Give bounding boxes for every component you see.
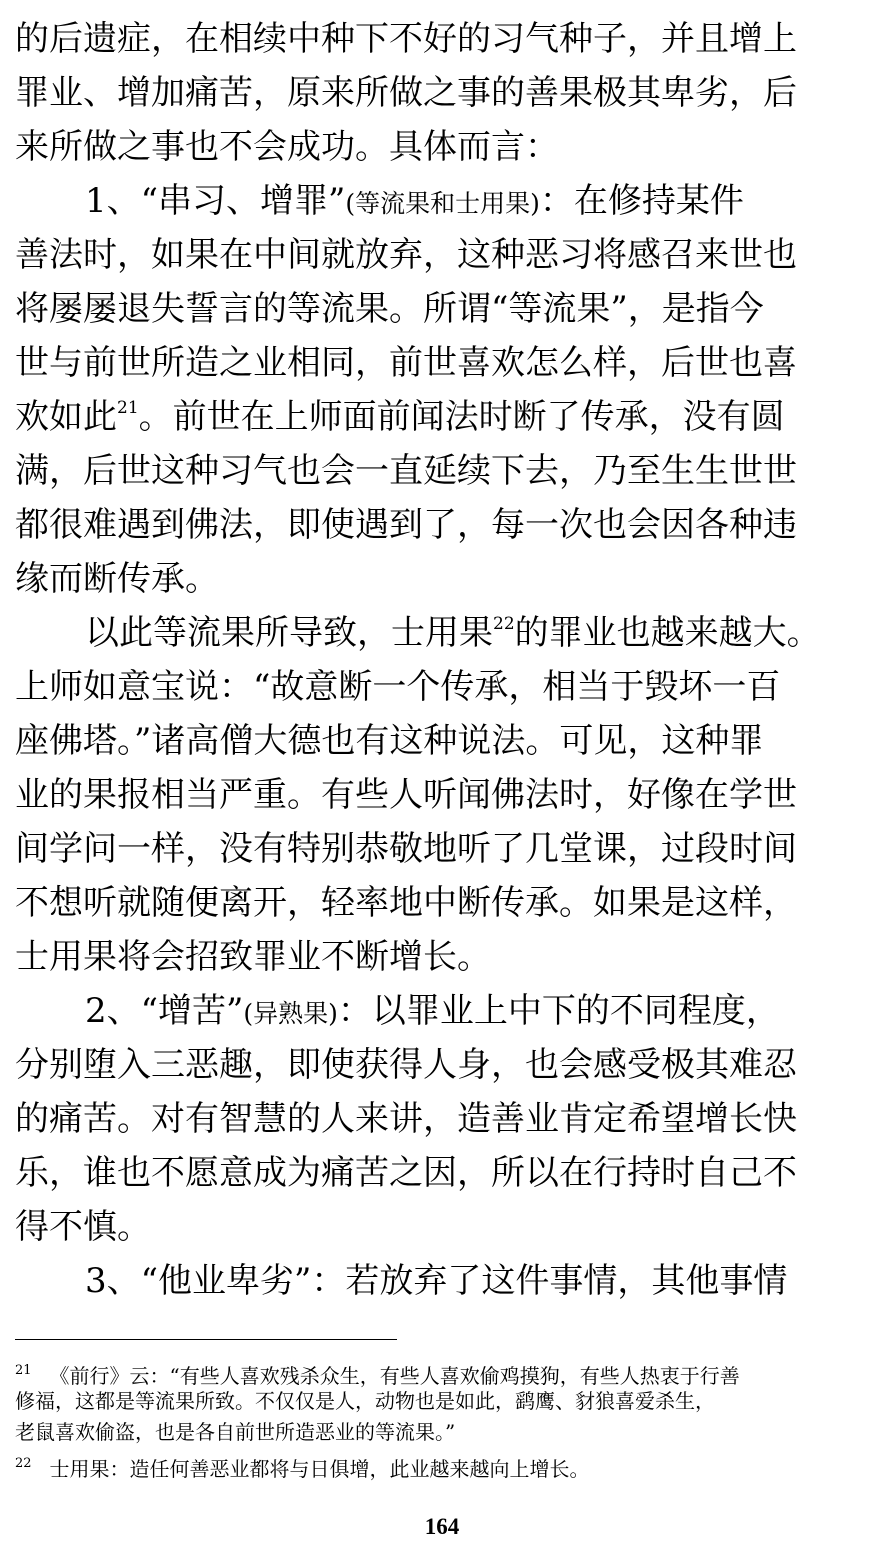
footnote-text: 老鼠喜欢偷盗，也是各自前世所造恶业的等流果。”	[15, 1420, 456, 1444]
text-line-content: 士用果将会招致罪业不断增长。	[15, 937, 491, 977]
text-line	[15, 498, 861, 552]
footnote-text: 《前行》云：“有些人喜欢残杀众生，有些人喜欢偷鸡摸狗，有些人热衷于行善	[49, 1364, 740, 1388]
text-line-content: 。前世在上师面前闻法时断了传承，没有圆	[138, 397, 785, 437]
text-line	[15, 1038, 861, 1092]
footnotes	[15, 1355, 861, 1479]
footnote-ref-22[interactable]: 22	[493, 614, 515, 634]
text-line	[15, 1092, 861, 1146]
text-line-content: 的后遗症，在相续中种下不好的习气种子，并且增上	[15, 19, 797, 59]
text-line-content: 将屡屡退失誓言的等流果。所谓“等流果”，是指今	[15, 289, 764, 329]
heading-text: 2、“增苦”	[85, 991, 244, 1031]
text-line	[15, 120, 861, 174]
text-line	[15, 282, 861, 336]
text-line-content: 缘而断传承。	[15, 559, 219, 599]
text-line-content: 乐，谁也不愿意成为痛苦之因，所以在行持时自己不	[15, 1153, 797, 1193]
text-line-content: 的痛苦。对有智慧的人来讲，造善业肯定希望增长快	[15, 1099, 797, 1139]
text-line	[15, 12, 861, 66]
heading-note: (异熟果)	[243, 999, 338, 1028]
text-line-content: 上师如意宝说：“故意断一个传承，相当于毁坏一百	[15, 667, 781, 707]
text-line-content: 世与前世所造之业相同，前世喜欢怎么样，后世也喜	[15, 343, 797, 383]
heading-rest: ：以罪业上中下的不同程度，	[337, 991, 780, 1031]
text-line	[15, 1146, 861, 1200]
footnote-22	[15, 1448, 861, 1479]
text-line-content: 以此等流果所导致，士用果	[85, 613, 493, 653]
footnote-ref-21[interactable]: 21	[117, 398, 139, 418]
heading-rest: ：在修持某件	[539, 181, 744, 221]
heading-note: (等流果和士用果)	[345, 189, 540, 218]
text-line	[15, 1200, 861, 1254]
heading-text: 1、“串习、增罪”	[85, 181, 346, 221]
footnote-number: 22	[15, 1456, 32, 1471]
footnote-text: 修福，这都是等流果所致。不仅仅是人，动物也是如此，鹞鹰、豺狼喜爱杀生，	[15, 1389, 715, 1413]
text-line-content: 罪业、增加痛苦，原来所做之事的善果极其卑劣，后	[15, 73, 797, 113]
text-line	[15, 336, 861, 390]
text-line	[15, 822, 861, 876]
text-line-content: 的罪业也越来越大。	[514, 613, 821, 653]
text-line	[15, 714, 861, 768]
text-line	[15, 390, 861, 444]
footnote-21-line	[15, 1417, 861, 1448]
text-line	[15, 876, 861, 930]
footnote-number: 21	[15, 1363, 32, 1378]
text-line-content: 座佛塔。”诸高僧大德也有这种说法。可见，这种罪	[15, 721, 764, 761]
text-line	[15, 660, 861, 714]
text-line-content: 满，后世这种习气也会一直延续下去，乃至生生世世	[15, 451, 797, 491]
text-line	[15, 552, 861, 606]
text-line-content: 欢如此	[15, 397, 117, 437]
text-line-content: 都很难遇到佛法，即使遇到了，每一次也会因各种违	[15, 505, 797, 545]
item-heading-1	[15, 174, 861, 228]
text-line	[15, 66, 861, 120]
footnote-21-line	[15, 1386, 861, 1417]
text-line	[15, 606, 861, 660]
text-line-content: 间学问一样，没有特别恭敬地听了几堂课，过段时间	[15, 829, 797, 869]
item-heading-2	[15, 984, 861, 1038]
text-line-content: 不想听就随便离开，轻率地中断传承。如果是这样，	[15, 883, 797, 923]
text-line	[15, 444, 861, 498]
item-heading-3	[15, 1254, 861, 1308]
text-line-content: 分别堕入三恶趣，即使获得人身，也会感受极其难忍	[15, 1045, 797, 1085]
body-text	[15, 12, 861, 1308]
text-line-content: 得不慎。	[15, 1207, 151, 1247]
heading-text: 3、“他业卑劣”：若放弃了这件事情，其他事情	[85, 1261, 788, 1301]
text-line-content: 善法时，如果在中间就放弃，这种恶习将感召来世也	[15, 235, 797, 275]
footnote-text: 士用果：造任何善恶业都将与日俱增，此业越来越向上增长。	[49, 1457, 590, 1481]
footnote-21	[15, 1355, 861, 1386]
text-line-content: 业的果报相当严重。有些人听闻佛法时，好像在学世	[15, 775, 797, 815]
text-line-content: 来所做之事也不会成功。具体而言：	[15, 127, 559, 167]
text-line	[15, 768, 861, 822]
footnote-divider	[15, 1339, 397, 1340]
text-line	[15, 930, 861, 984]
text-line	[15, 228, 861, 282]
page-number: 164	[424, 1514, 460, 1539]
